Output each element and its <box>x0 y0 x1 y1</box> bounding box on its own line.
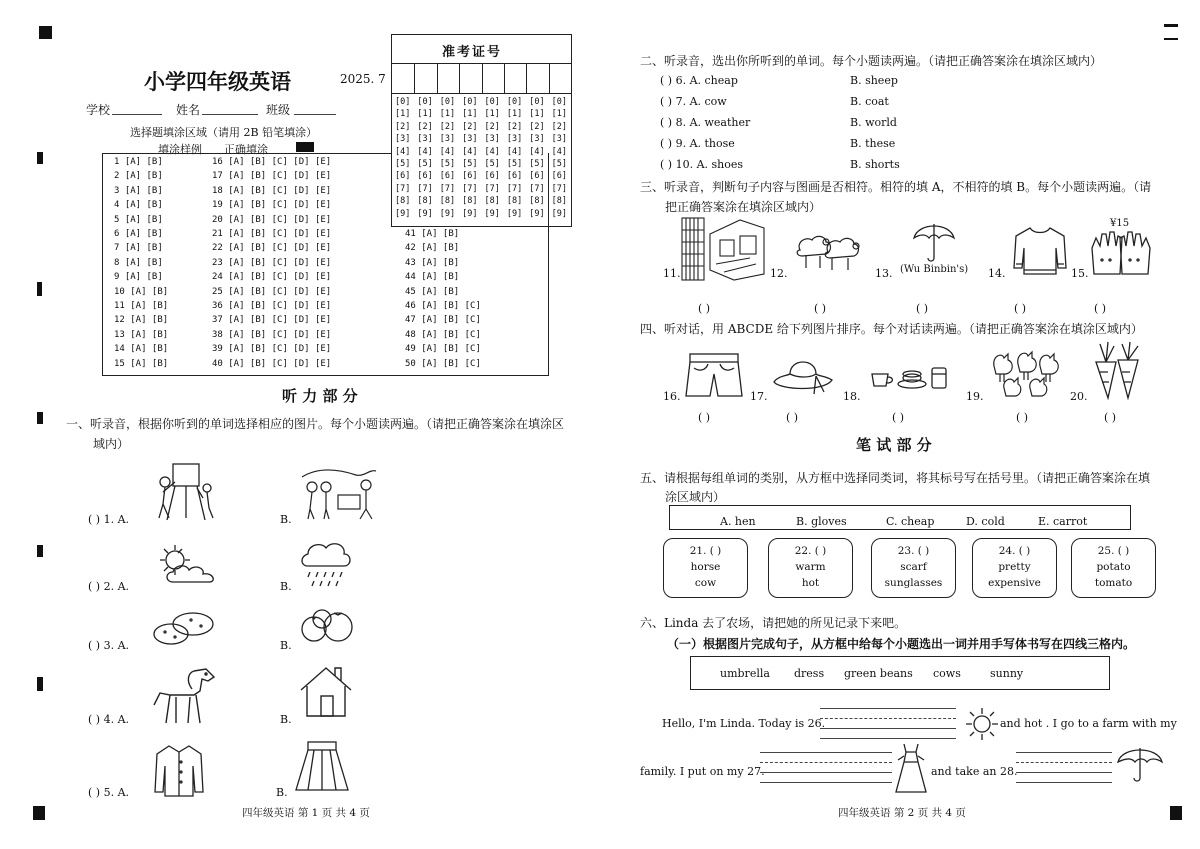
painting-picture <box>153 460 219 522</box>
exam-id-digit-bubble[interactable]: [9] <box>506 208 523 219</box>
exam-id-digit-bubble[interactable]: [7] <box>506 183 523 194</box>
section2-option-a[interactable]: ( ) 6. A. cheap <box>660 74 738 87</box>
page-title: 小学四年级英语 <box>144 69 291 94</box>
exam-id-digit-bubble[interactable]: [1] <box>484 109 500 120</box>
breakfast-picture <box>868 364 952 390</box>
library-picture <box>680 214 766 282</box>
umbrella-caption: (Wu Binbin's) <box>900 264 969 275</box>
exam-id-digit-bubble[interactable]: [7] <box>439 183 456 194</box>
exam-id-digit-bubble[interactable]: [6] <box>439 171 456 182</box>
tomatoes-picture <box>298 605 356 645</box>
name-field[interactable] <box>202 114 258 115</box>
story-line2-mid: and take an 28. <box>931 765 1018 778</box>
word-group-bubble <box>768 538 853 598</box>
exam-id-digit-bubble[interactable]: [5] <box>439 159 456 169</box>
exam-id-digit-bubble[interactable]: [3] <box>529 134 545 145</box>
exam-id-digit-bubble[interactable]: [1] <box>417 109 433 120</box>
question-number: 18. <box>843 390 861 403</box>
writing-line <box>1016 752 1112 753</box>
exam-id-digit-bubble[interactable]: [8] <box>417 196 433 207</box>
answer-blank[interactable]: ( ) <box>698 411 711 424</box>
exam-id-digit-bubble[interactable]: [0] <box>395 97 411 107</box>
exam-id-write-cell[interactable] <box>437 64 459 93</box>
section1-instruction: 一、听录音，根据你听到的单词选择相应的图片。每个小题读两遍。（请把正确答案涂在填涂区 <box>66 417 565 431</box>
q5-option-b: B. <box>276 786 288 799</box>
exam-id-digit-bubble[interactable]: [5] <box>506 159 523 169</box>
group-answer-blank[interactable]: 22. ( ) <box>794 545 827 557</box>
exam-id-digit-bubble[interactable]: [8] <box>395 196 411 207</box>
writing-line <box>820 738 956 739</box>
group-answer-blank[interactable]: 25. ( ) <box>1097 545 1130 557</box>
writing-line <box>1016 772 1112 773</box>
exam-id-digit-bubble[interactable]: [0] <box>417 97 433 107</box>
exam-id-digit-bubble[interactable]: [9] <box>462 208 478 219</box>
answer-row[interactable]: 46 [A] [B] [C] <box>405 301 481 311</box>
group-word: cow <box>694 577 717 589</box>
word-choice: D. cold <box>966 515 1005 528</box>
answer-row[interactable]: 49 [A] [B] [C] <box>405 344 481 355</box>
registration-mark <box>37 677 43 691</box>
exam-id-digit-bubble[interactable]: [2] <box>395 121 411 132</box>
answer-row[interactable]: 1 [A] [B] <box>114 157 163 167</box>
answer-blank[interactable]: ( ) <box>1014 302 1027 315</box>
answer-row[interactable]: 20 [A] [B] [C] [D] [E] <box>212 214 332 225</box>
exam-id-digit-bubble[interactable]: [1] <box>395 109 411 120</box>
exam-id-digit-bubble[interactable]: [2] <box>417 121 433 132</box>
section4-instruction: 四、听对话，用 ABCDE 给下列图片排序。每个对话读两遍。（请把正确答案涂在填涂区域内） <box>640 322 1143 336</box>
exam-id-digit-bubble[interactable]: [5] <box>462 159 478 169</box>
answer-row[interactable]: 41 [A] [B] <box>405 229 460 239</box>
story-line1-end: and hot . I go to a farm with my <box>1000 717 1177 730</box>
skirt-picture <box>294 738 350 794</box>
q1-option-b: B. <box>280 513 292 526</box>
exam-id-digit-bubble[interactable]: [7] <box>417 183 433 194</box>
writing-line <box>820 728 956 729</box>
q1-label[interactable]: ( ) 1. A. <box>88 513 130 526</box>
house-picture <box>297 664 355 720</box>
exam-id-digit-bubble[interactable]: [9] <box>417 208 433 219</box>
answer-blank[interactable]: ( ) <box>892 411 905 424</box>
school-label: 学校 <box>86 103 111 117</box>
exam-id-digit-bubble[interactable]: [8] <box>439 196 456 207</box>
exam-id-write-row-divider <box>392 93 571 94</box>
registration-mark <box>37 282 42 296</box>
answer-blank[interactable]: ( ) <box>1094 302 1107 315</box>
exam-id-digit-bubble[interactable]: [4] <box>506 146 523 157</box>
exam-id-write-cell[interactable] <box>549 64 571 93</box>
group-answer-blank[interactable]: 23. ( ) <box>897 545 930 557</box>
exam-id-digit-bubble[interactable]: [6] <box>417 171 433 182</box>
group-word: hot <box>801 577 820 589</box>
section2-option-b: B. these <box>850 137 896 150</box>
group-word: expensive <box>988 577 1041 589</box>
word-group-bubble <box>871 538 956 598</box>
exam-id-digit-bubble[interactable]: [9] <box>529 208 545 219</box>
exam-id-digit-bubble[interactable]: [9] <box>439 208 456 219</box>
answer-row[interactable]: 17 [A] [B] [C] [D] [E] <box>212 171 332 182</box>
q2-label[interactable]: ( ) 2. A. <box>88 580 130 593</box>
exam-id-write-cell[interactable] <box>526 64 548 93</box>
hat-picture <box>770 352 836 396</box>
exam-id-digit-bubble[interactable]: [9] <box>551 208 567 219</box>
answer-row[interactable]: 40 [A] [B] [C] [D] [E] <box>212 358 332 369</box>
section2-instruction: 二、听录音，选出你所听到的单词。每个小题读两遍。（请把正确答案涂在填涂区域内） <box>640 54 1103 68</box>
group-word: pretty <box>998 561 1031 573</box>
answer-row[interactable]: 36 [A] [B] [C] [D] [E] <box>212 301 332 311</box>
listening-heading: 听 力 部 分 <box>282 387 358 405</box>
word-choice: B. gloves <box>796 515 847 528</box>
answer-row[interactable]: 38 [A] [B] [C] [D] [E] <box>212 329 332 340</box>
exam-id-write-cell[interactable] <box>414 64 436 93</box>
correct-fill-label: 正确填涂 <box>224 143 268 156</box>
answer-row[interactable]: 39 [A] [B] [C] [D] [E] <box>212 344 332 355</box>
fill-example-label: 填涂样例 <box>158 143 202 156</box>
answer-row[interactable]: 11 [A] [B] <box>114 301 169 311</box>
exam-id-digit-bubble[interactable]: [1] <box>439 109 456 120</box>
exam-id-digit-bubble[interactable]: [1] <box>551 109 567 120</box>
exam-id-digit-bubble[interactable]: [3] <box>439 134 456 145</box>
registration-mark <box>37 152 43 164</box>
group-word: tomato <box>1094 577 1133 589</box>
exam-id-digit-bubble[interactable]: [3] <box>484 134 500 145</box>
exam-id-digit-bubble[interactable]: [9] <box>395 208 411 219</box>
answer-row[interactable]: 21 [A] [B] [C] [D] [E] <box>212 229 332 239</box>
writing-line <box>760 752 892 753</box>
answer-row[interactable]: 15 [A] [B] <box>114 358 169 369</box>
answer-row[interactable]: 25 [A] [B] [C] [D] [E] <box>212 286 332 297</box>
section6-subinstruction: （一）根据图片完成句子，从方框中给每个小题选出一词并用手写体书写在四线三格内。 <box>667 637 1136 651</box>
section2-option-b: B. world <box>850 116 897 129</box>
section6-instruction: 六、Linda 去了农场，请把她的所见记录下来吧。 <box>640 616 907 630</box>
exam-id-digit-bubble[interactable]: [0] <box>462 97 478 107</box>
gloves-picture <box>1088 228 1152 278</box>
exam-id-digit-bubble[interactable]: [6] <box>484 171 500 182</box>
section5-instruction-cont: 涂区域内） <box>665 490 726 504</box>
answer-row[interactable]: 16 [A] [B] [C] [D] [E] <box>212 157 332 167</box>
sunny-cloud-picture <box>155 542 221 586</box>
answer-blank[interactable]: ( ) <box>916 302 929 315</box>
q5-label[interactable]: ( ) 5. A. <box>88 786 130 799</box>
writing-line <box>760 762 892 763</box>
exam-id-write-cell[interactable] <box>504 64 526 93</box>
exam-id-digit-bubble[interactable]: [8] <box>484 196 500 207</box>
school-field[interactable] <box>112 114 162 115</box>
writing-line <box>820 718 956 719</box>
section2-option-b: B. shorts <box>850 158 900 171</box>
potatoes-picture <box>151 610 217 646</box>
registration-mark <box>1164 24 1178 27</box>
exam-id-write-cell[interactable] <box>392 64 414 93</box>
section1-instruction-cont: 域内） <box>93 437 130 451</box>
writing-lines-28[interactable] <box>1016 752 1112 782</box>
section2-option-a[interactable]: ( ) 7. A. cow <box>660 95 727 108</box>
answer-row[interactable]: 4 [A] [B] <box>114 200 163 211</box>
exam-id-digit-bubble[interactable]: [5] <box>417 159 433 169</box>
answer-row[interactable]: 22 [A] [B] [C] [D] [E] <box>212 243 332 254</box>
class-label: 班级 <box>266 103 291 117</box>
word-choice: A. hen <box>720 515 756 528</box>
q2-option-b: B. <box>280 580 292 593</box>
exam-id-write-cell[interactable] <box>459 64 481 93</box>
writing-line <box>820 708 956 709</box>
question-number: 14. <box>988 267 1006 280</box>
answer-row[interactable]: 24 [A] [B] [C] [D] [E] <box>212 272 332 283</box>
exam-id-digit-bubble[interactable]: [7] <box>529 183 545 194</box>
exam-id-digit-bubble[interactable]: [2] <box>551 121 567 132</box>
exam-id-digit-bubble[interactable]: [8] <box>462 196 478 207</box>
rainy-cloud-picture <box>298 538 354 590</box>
answer-row[interactable]: 19 [A] [B] [C] [D] [E] <box>212 200 332 211</box>
exam-id-title: 准考证号 <box>442 45 503 60</box>
exam-id-digit-bubble[interactable]: [7] <box>462 183 478 194</box>
registration-mark <box>33 806 45 820</box>
horse-picture <box>150 665 218 727</box>
shirt-picture <box>151 742 207 798</box>
word-bank-item: green beans <box>844 667 913 680</box>
answer-row[interactable]: 18 [A] [B] [C] [D] [E] <box>212 185 332 196</box>
sheep-picture <box>792 232 862 274</box>
group-word: potato <box>1096 561 1131 573</box>
group-word: warm <box>795 561 826 573</box>
registration-mark <box>1170 806 1182 820</box>
section3-instruction-cont: 把正确答案涂在填涂区域内） <box>665 200 822 214</box>
exam-id-digit-bubble[interactable]: [1] <box>529 109 545 120</box>
answer-row[interactable]: 42 [A] [B] <box>405 243 460 254</box>
word-choice: E. carrot <box>1038 515 1088 528</box>
exam-id-digit-bubble[interactable]: [6] <box>462 171 478 182</box>
price-tag: ¥15 <box>1110 218 1130 229</box>
group-answer-blank[interactable]: 21. ( ) <box>689 545 722 557</box>
fill-area-title: 选择题填涂区域（请用 2B 铅笔填涂） <box>130 126 318 139</box>
exam-id-digit-bubble[interactable]: [4] <box>462 146 478 157</box>
word-choice: C. cheap <box>886 515 935 528</box>
answer-row[interactable]: 50 [A] [B] [C] <box>405 358 481 369</box>
shorts-picture <box>684 350 744 400</box>
question-number: 13. <box>875 267 893 280</box>
word-group-bubble <box>1071 538 1156 598</box>
answer-row[interactable]: 8 [A] [B] <box>114 257 163 268</box>
writing-line <box>1016 762 1112 763</box>
umbrella-small-picture <box>1116 744 1164 784</box>
question-number: 15. <box>1071 267 1089 280</box>
exam-id-digit-bubble[interactable]: [8] <box>529 196 545 207</box>
section2-option-a[interactable]: ( ) 9. A. those <box>660 137 735 150</box>
group-word: horse <box>690 561 721 573</box>
writing-line <box>760 782 892 783</box>
exam-id-digit-bubble[interactable]: [3] <box>506 134 523 145</box>
word-bank-item: umbrella <box>720 667 770 680</box>
registration-mark <box>37 545 43 557</box>
group-answer-blank[interactable]: 24. ( ) <box>998 545 1031 557</box>
q3-option-b: B. <box>280 639 292 652</box>
exam-id-digit-bubble[interactable]: [1] <box>506 109 523 120</box>
page1-footer: 四年级英语 第 1 页 共 4 页 <box>242 807 370 819</box>
exam-id-digit-bubble[interactable]: [3] <box>417 134 433 145</box>
story-line2-start: family. I put on my 27. <box>640 765 765 778</box>
answer-row[interactable]: 23 [A] [B] [C] [D] [E] <box>212 257 332 268</box>
story-line1-start: Hello, I'm Linda. Today is 26. <box>662 717 826 730</box>
exam-id-digit-bubble[interactable]: [2] <box>506 121 523 132</box>
exam-id-digit-bubble[interactable]: [9] <box>484 208 500 219</box>
page2-footer: 四年级英语 第 2 页 共 4 页 <box>838 807 966 819</box>
exam-id-digit-bubble[interactable]: [3] <box>462 134 478 145</box>
exam-id-digit-bubble[interactable]: [7] <box>551 183 567 194</box>
exam-id-digit-bubble[interactable]: [2] <box>439 121 456 132</box>
exam-id-digit-bubble[interactable]: [8] <box>551 196 567 207</box>
writing-lines-27[interactable] <box>760 752 892 782</box>
answer-blank[interactable]: ( ) <box>698 302 711 315</box>
chickens-picture <box>988 346 1062 398</box>
sun-picture <box>964 706 1000 742</box>
answer-row[interactable]: 12 [A] [B] <box>114 315 169 326</box>
answer-row[interactable]: 9 [A] [B] <box>114 272 163 283</box>
answer-row[interactable]: 47 [A] [B] [C] <box>405 315 481 326</box>
dress-picture <box>894 742 928 794</box>
exam-id-digit-bubble[interactable]: [0] <box>529 97 545 107</box>
exam-date: 2025. 7 <box>340 72 386 86</box>
registration-mark <box>39 26 52 39</box>
q3-label[interactable]: ( ) 3. A. <box>88 639 130 652</box>
question-number: 19. <box>966 390 984 403</box>
answer-blank[interactable]: ( ) <box>786 411 799 424</box>
section2-option-b: B. sheep <box>850 74 898 87</box>
answer-sheet-frame-top <box>102 153 391 154</box>
word-group-bubble <box>663 538 748 598</box>
exam-id-digit-bubble[interactable]: [4] <box>417 146 433 157</box>
word-group-bubble <box>972 538 1057 598</box>
registration-mark <box>1164 38 1178 40</box>
exam-id-digit-bubble[interactable]: [4] <box>395 146 411 157</box>
answer-row[interactable]: 14 [A] [B] <box>114 344 169 355</box>
exam-id-digit-bubble[interactable]: [4] <box>439 146 456 157</box>
section2-option-b: B. coat <box>850 95 889 108</box>
exam-id-digit-bubble[interactable]: [2] <box>529 121 545 132</box>
class-field[interactable] <box>294 114 336 115</box>
writing-line <box>760 772 892 773</box>
written-heading: 笔 试 部 分 <box>856 436 932 454</box>
answer-row[interactable]: 10 [A] [B] <box>114 286 169 297</box>
name-label: 姓名 <box>176 103 201 117</box>
section2-option-a[interactable]: ( ) 10. A. shoes <box>660 158 744 171</box>
q4-label[interactable]: ( ) 4. A. <box>88 713 130 726</box>
exam-id-digit-bubble[interactable]: [4] <box>484 146 500 157</box>
q4-option-b: B. <box>280 713 292 726</box>
exam-id-digit-bubble[interactable]: [0] <box>439 97 456 107</box>
question-number: 17. <box>750 390 768 403</box>
answer-row[interactable]: 13 [A] [B] <box>114 329 169 340</box>
correct-fill-sample <box>296 142 314 152</box>
answer-row[interactable]: 6 [A] [B] <box>114 229 163 239</box>
exam-id-digit-bubble[interactable]: [7] <box>395 183 411 194</box>
question-number: 12. <box>770 267 788 280</box>
chatting-picture <box>298 465 380 521</box>
exam-id-digit-bubble[interactable]: [5] <box>551 159 567 169</box>
answer-blank[interactable]: ( ) <box>1016 411 1029 424</box>
answer-blank[interactable]: ( ) <box>814 302 827 315</box>
group-word: sunglasses <box>884 577 943 589</box>
exam-id-digit-bubble[interactable]: [2] <box>462 121 478 132</box>
word-bank-item: cows <box>933 667 961 680</box>
exam-id-digit-bubble[interactable]: [4] <box>551 146 567 157</box>
exam-id-digit-bubble[interactable]: [5] <box>395 159 411 169</box>
exam-id-write-cell[interactable] <box>482 64 504 93</box>
question-number: 20. <box>1070 390 1088 403</box>
group-word: scarf <box>900 561 927 573</box>
section3-instruction: 三、听录音，判断句子内容与图画是否相符。相符的填 A，不相符的填 B。每个小题读两遍。（请 <box>640 180 1152 194</box>
exam-id-digit-bubble[interactable]: [0] <box>551 97 567 107</box>
answer-blank[interactable]: ( ) <box>1104 411 1117 424</box>
writing-lines-26[interactable] <box>820 708 956 738</box>
exam-id-digit-bubble[interactable]: [1] <box>462 109 478 120</box>
question-number: 16. <box>663 390 681 403</box>
word-bank-item: sunny <box>990 667 1024 680</box>
exam-id-digit-bubble[interactable]: [8] <box>506 196 523 207</box>
exam-id-digit-bubble[interactable]: [0] <box>484 97 500 107</box>
exam-id-digit-bubble[interactable]: [5] <box>529 159 545 169</box>
answer-row[interactable]: 45 [A] [B] <box>405 286 460 297</box>
exam-id-digit-bubble[interactable]: [0] <box>506 97 523 107</box>
answer-row[interactable]: 37 [A] [B] [C] [D] [E] <box>212 315 332 326</box>
answer-row[interactable]: 44 [A] [B] <box>405 272 460 283</box>
answer-row[interactable]: 2 [A] [B] <box>114 171 163 182</box>
exam-id-digit-bubble[interactable]: [7] <box>484 183 500 194</box>
sweater-picture <box>1012 224 1068 276</box>
answer-row[interactable]: 5 [A] [B] <box>114 214 163 225</box>
umbrella-picture <box>912 218 956 264</box>
exam-id-digit-bubble[interactable]: [4] <box>529 146 545 157</box>
exam-id-digit-bubble[interactable]: [6] <box>506 171 523 182</box>
exam-id-digit-bubble[interactable]: [6] <box>529 171 545 182</box>
exam-id-digit-bubble[interactable]: [6] <box>395 171 411 182</box>
section2-option-a[interactable]: ( ) 8. A. weather <box>660 116 751 129</box>
question-number: 11. <box>663 267 681 280</box>
exam-id-digit-bubble[interactable]: [2] <box>484 121 500 132</box>
section5-instruction: 五、请根据每组单词的类别，从方框中选择同类词，将其标号写在括号里。（请把正确答案涂在填 <box>640 471 1151 485</box>
carrots-picture <box>1088 340 1148 400</box>
answer-row[interactable]: 48 [A] [B] [C] <box>405 329 481 340</box>
exam-id-digit-bubble[interactable]: [3] <box>551 134 567 145</box>
exam-id-digit-bubble[interactable]: [5] <box>484 159 500 169</box>
writing-line <box>1016 782 1112 783</box>
answer-row[interactable]: 3 [A] [B] <box>114 185 163 196</box>
exam-id-digit-bubble[interactable]: [6] <box>551 171 567 182</box>
registration-mark <box>37 412 43 424</box>
word-bank-item: dress <box>794 667 825 680</box>
exam-id-digit-bubble[interactable]: [3] <box>395 134 411 145</box>
answer-row[interactable]: 43 [A] [B] <box>405 257 460 268</box>
answer-row[interactable]: 7 [A] [B] <box>114 243 163 254</box>
